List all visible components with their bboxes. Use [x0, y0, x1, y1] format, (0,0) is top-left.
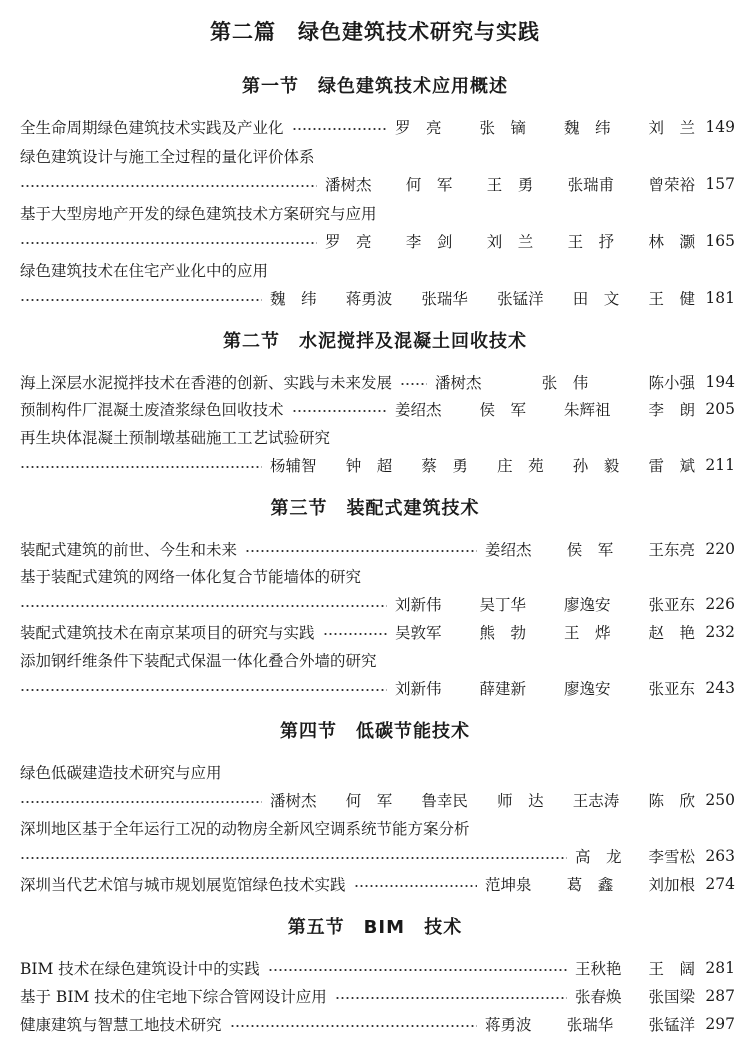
author: 陈小强 — [648, 374, 695, 392]
toc-entry-author-line[interactable] — [20, 844, 735, 868]
page-number: 263 — [705, 847, 735, 865]
author: 张锰洋 — [497, 290, 544, 308]
toc-entry-title-line[interactable] — [20, 258, 735, 282]
page-number: 205 — [705, 400, 735, 418]
toc-entry[interactable] — [20, 370, 735, 394]
page-number: 211 — [705, 456, 735, 474]
author: 刘加根 — [648, 876, 695, 894]
page-number: 274 — [705, 875, 735, 893]
author: 罗 亮 — [395, 119, 442, 137]
entry-authors — [435, 371, 701, 393]
page-number: 165 — [705, 232, 735, 250]
entry-authors — [485, 873, 701, 895]
page-number: 281 — [705, 959, 735, 977]
author: 张瑞华 — [566, 1016, 614, 1034]
entry-title: 绿色建筑设计与施工全过程的量化评价体系 — [20, 148, 315, 166]
author: 侯 军 — [479, 401, 526, 419]
entry-title: 绿色低碳建造技术研究与应用 — [20, 764, 222, 782]
section-title: 第五节 BIM 技术 — [287, 917, 463, 938]
author: 魏 纬 — [270, 290, 317, 308]
author: 姜绍杰 — [395, 401, 442, 419]
author: 吴丁华 — [479, 596, 526, 614]
author: 罗 亮 — [325, 233, 372, 251]
toc-entry-author-line[interactable] — [20, 788, 735, 812]
page-number: 157 — [705, 175, 735, 193]
author: 廖逸安 — [563, 596, 611, 614]
part-title: 第二篇 绿色建筑技术研究与实践 — [210, 20, 540, 44]
entry-authors — [575, 957, 701, 979]
author: 刘 兰 — [648, 119, 695, 137]
entry-title: 健康建筑与智慧工地技术研究 — [20, 1016, 222, 1034]
dot-leader — [20, 689, 387, 691]
author: 潘树杰 — [325, 176, 372, 194]
entry-authors — [575, 845, 701, 867]
toc-entry-author-line[interactable] — [20, 286, 735, 310]
toc-entry-author-line[interactable] — [20, 453, 735, 477]
entry-title: BIM 技术在绿色建筑设计中的实践 — [20, 960, 260, 978]
dot-leader — [354, 885, 477, 887]
author: 张亚东 — [648, 680, 695, 698]
author: 张瑞华 — [421, 290, 468, 308]
toc-entry-author-line[interactable] — [20, 592, 735, 616]
toc-entry[interactable] — [20, 397, 735, 421]
entry-title: 添加钢纤维条件下装配式保温一体化叠合外墙的研究 — [20, 652, 377, 670]
author: 魏 纬 — [563, 119, 611, 137]
entry-title: 全生命周期绿色建筑技术实践及产业化 — [20, 119, 284, 137]
entry-authors — [270, 454, 701, 476]
toc-entry[interactable] — [20, 956, 735, 980]
author: 熊 勃 — [479, 624, 526, 642]
author: 刘新伟 — [395, 680, 442, 698]
author: 鲁幸民 — [421, 792, 468, 810]
dot-leader — [335, 997, 567, 999]
entry-title: 海上深层水泥搅拌技术在香港的创新、实践与未来发展 — [20, 374, 393, 392]
entry-authors — [395, 593, 701, 615]
section-title: 第二节 水泥搅拌及混凝土回收技术 — [223, 331, 527, 352]
entry-authors — [395, 677, 701, 699]
entry-authors — [270, 789, 701, 811]
toc-entry-title-line[interactable] — [20, 760, 735, 784]
entry-title: 深圳当代艺术馆与城市规划展览馆绿色技术实践 — [20, 876, 346, 894]
entry-authors — [325, 173, 701, 195]
author: 王东亮 — [648, 541, 695, 559]
entry-title: 基于装配式建筑的网络一体化复合节能墙体的研究 — [20, 568, 362, 586]
dot-leader — [292, 128, 387, 130]
dot-leader — [20, 466, 262, 468]
page-number: 243 — [705, 679, 735, 697]
entry-title: 绿色建筑技术在住宅产业化中的应用 — [20, 262, 269, 280]
toc-entry[interactable] — [20, 984, 735, 1008]
author: 孙 毅 — [572, 457, 620, 475]
author: 薛建新 — [479, 680, 526, 698]
author: 李 剑 — [405, 233, 453, 251]
author: 潘树杰 — [270, 792, 317, 810]
entry-title: 再生块体混凝土预制墩基础施工工艺试验研究 — [20, 429, 331, 447]
page-number: 250 — [705, 791, 735, 809]
entry-title: 基于大型房地产开发的绿色建筑技术方案研究与应用 — [20, 205, 377, 223]
author: 张亚东 — [648, 596, 695, 614]
author: 潘树杰 — [435, 374, 482, 392]
author: 王 阔 — [648, 960, 695, 978]
dot-leader — [20, 605, 387, 607]
author: 吴敦军 — [395, 624, 442, 642]
page-number: 232 — [705, 623, 735, 641]
toc-entry-title-line[interactable] — [20, 144, 735, 168]
author: 姜绍杰 — [485, 541, 532, 559]
author: 田 文 — [572, 290, 620, 308]
toc-entry-title-line[interactable] — [20, 201, 735, 225]
entry-authors — [485, 1013, 701, 1035]
dot-leader — [400, 383, 427, 385]
page-number: 149 — [705, 118, 735, 136]
author: 杨辅智 — [270, 457, 317, 475]
dot-leader — [20, 185, 317, 187]
toc-entry[interactable] — [20, 537, 735, 561]
author: 王秋艳 — [575, 960, 622, 978]
toc-entry-title-line[interactable] — [20, 425, 735, 449]
author: 钟 超 — [345, 457, 393, 475]
section-title: 第四节 低碳节能技术 — [280, 721, 470, 742]
author: 王志涛 — [572, 792, 620, 810]
author: 张 镝 — [479, 119, 526, 137]
dot-leader — [20, 801, 262, 803]
author: 曾荣裕 — [648, 176, 695, 194]
author: 张国梁 — [648, 988, 695, 1006]
toc-entry-author-line[interactable] — [20, 676, 735, 700]
author: 蒋勇波 — [345, 290, 393, 308]
entry-title: 深圳地区基于全年运行工况的动物房全新风空调系统节能方案分析 — [20, 820, 470, 838]
author: 刘 兰 — [486, 233, 534, 251]
toc-entry-title-line[interactable] — [20, 564, 735, 588]
author: 张瑞甫 — [567, 176, 615, 194]
author: 李雪松 — [648, 848, 695, 866]
author: 王 烨 — [563, 624, 611, 642]
page-number: 220 — [705, 540, 735, 558]
entry-title: 基于 BIM 技术的住宅地下综合管网设计应用 — [20, 988, 327, 1006]
entry-authors — [485, 538, 701, 560]
entry-authors — [575, 985, 701, 1007]
page-number: 287 — [705, 987, 735, 1005]
author: 朱辉祖 — [563, 401, 611, 419]
author: 范坤泉 — [485, 876, 532, 894]
toc-entry[interactable] — [20, 115, 735, 139]
author: 王 勇 — [486, 176, 534, 194]
author: 蔡 勇 — [421, 457, 468, 475]
section-title: 第一节 绿色建筑技术应用概述 — [242, 76, 508, 97]
author: 廖逸安 — [563, 680, 611, 698]
dot-leader — [230, 1025, 477, 1027]
author: 侯 军 — [566, 541, 614, 559]
author: 张锰洋 — [648, 1016, 695, 1034]
author: 王 抒 — [567, 233, 615, 251]
author: 何 军 — [345, 792, 393, 810]
author: 刘新伟 — [395, 596, 442, 614]
entry-title: 预制构件厂混凝土废渣浆绿色回收技术 — [20, 401, 284, 419]
page-number: 194 — [705, 373, 735, 391]
entry-authors — [270, 287, 701, 309]
author: 高 龙 — [575, 848, 622, 866]
dot-leader — [292, 410, 387, 412]
entry-authors — [395, 116, 701, 138]
author: 李 朗 — [648, 401, 695, 419]
author: 何 军 — [405, 176, 453, 194]
toc-entry[interactable] — [20, 872, 735, 896]
author: 蒋勇波 — [485, 1016, 532, 1034]
page-number: 226 — [705, 595, 735, 613]
entry-title: 装配式建筑技术在南京某项目的研究与实践 — [20, 624, 315, 642]
author: 王 健 — [648, 290, 695, 308]
toc-entry-author-line[interactable] — [20, 229, 735, 253]
page-number: 297 — [705, 1015, 735, 1033]
entry-authors — [395, 398, 701, 420]
author: 赵 艳 — [648, 624, 695, 642]
section-title: 第三节 装配式建筑技术 — [270, 498, 480, 519]
author: 师 达 — [497, 792, 544, 810]
dot-leader — [20, 242, 317, 244]
toc-entry-title-line[interactable] — [20, 816, 735, 840]
author: 林 灏 — [648, 233, 695, 251]
toc-entry[interactable] — [20, 620, 735, 644]
author: 张 伟 — [541, 374, 589, 392]
author: 雷 斌 — [648, 457, 695, 475]
author: 陈 欣 — [648, 792, 695, 810]
toc-entry[interactable] — [20, 1012, 735, 1036]
toc-entry-title-line[interactable] — [20, 648, 735, 672]
author: 葛 鑫 — [566, 876, 614, 894]
dot-leader — [323, 633, 387, 635]
dot-leader — [245, 550, 477, 552]
dot-leader — [268, 969, 567, 971]
dot-leader — [20, 299, 262, 301]
author: 张春焕 — [575, 988, 622, 1006]
page-number: 181 — [705, 289, 735, 307]
entry-authors — [395, 621, 701, 643]
toc-entry-author-line[interactable] — [20, 172, 735, 196]
entry-title: 装配式建筑的前世、今生和未来 — [20, 541, 238, 559]
author: 庄 苑 — [497, 457, 544, 475]
entry-authors — [325, 230, 701, 252]
dot-leader — [20, 857, 567, 859]
